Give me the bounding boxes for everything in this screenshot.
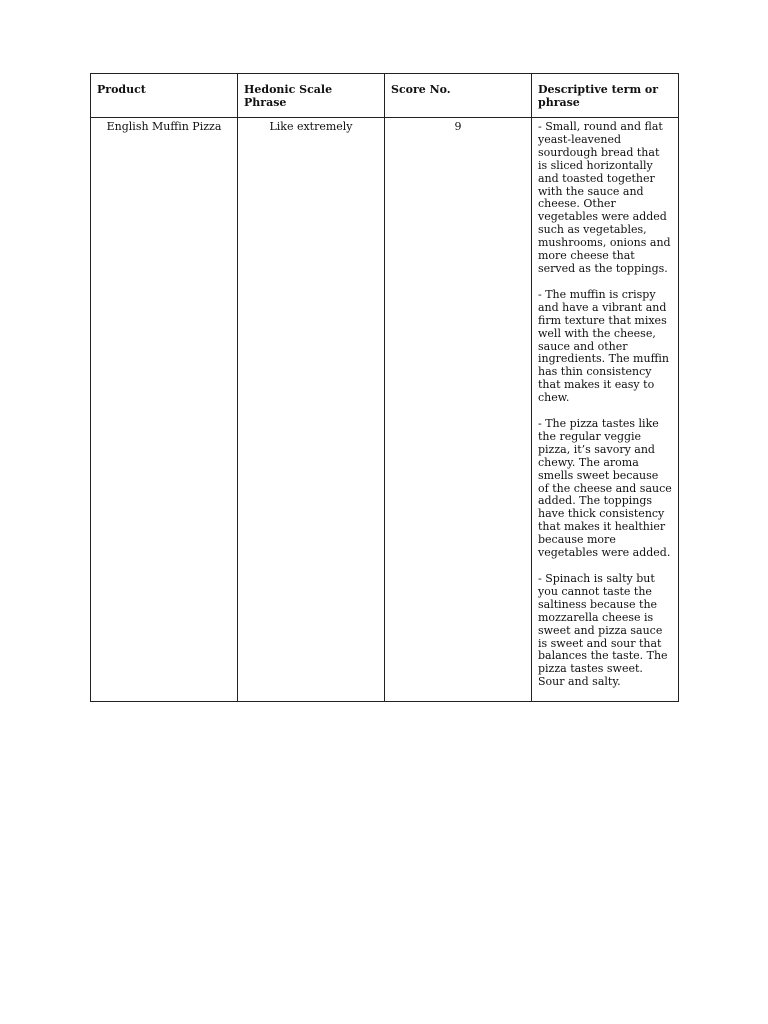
cell-descriptive-terms — [532, 118, 679, 702]
header-score-no: Score No. — [385, 74, 532, 118]
cell-hedonic-phrase: Like extremely — [238, 118, 385, 702]
description-paragraph-2: - The muffin is crispy and have a vibrant and firm texture that mixes well with the cheese, sauce and other ingredients. The muffin has thin consistency that makes it easy to chew. — [538, 287, 669, 405]
description-paragraph-1: - Small, round and flat yeast-leavened sourdough bread that is sliced horizontally and toasted together with the sauce and cheese. Other vegetables were added such as vegetables, mushrooms, onions and more cheese that served as the toppings. — [538, 120, 671, 275]
cell-score: 9 — [385, 118, 532, 702]
description-paragraph-4: - Spinach is salty but you cannot taste the saltiness because the mozzarella cheese is sweet and pizza sauce is sweet and sour that balances the taste. The pizza tastes sweet. Sour and salty. — [538, 572, 668, 689]
cell-product: English Muffin Pizza — [91, 118, 238, 702]
header-hedonic-scale-phrase: Hedonic Scale Phrase — [238, 74, 385, 118]
header-descriptive-term: Descriptive term or phrase — [532, 74, 679, 118]
sensory-evaluation-table — [90, 73, 679, 702]
table-header-row — [91, 74, 679, 118]
description-paragraph-3: - The pizza tastes like the regular veggie pizza, it’s savory and chewy. The aroma smells sweet because of the cheese and sauce added. The toppings have thick consistency that makes it healthier because more vegetables were added. — [538, 417, 672, 560]
table-row — [91, 118, 679, 702]
header-product: Product — [91, 74, 238, 118]
